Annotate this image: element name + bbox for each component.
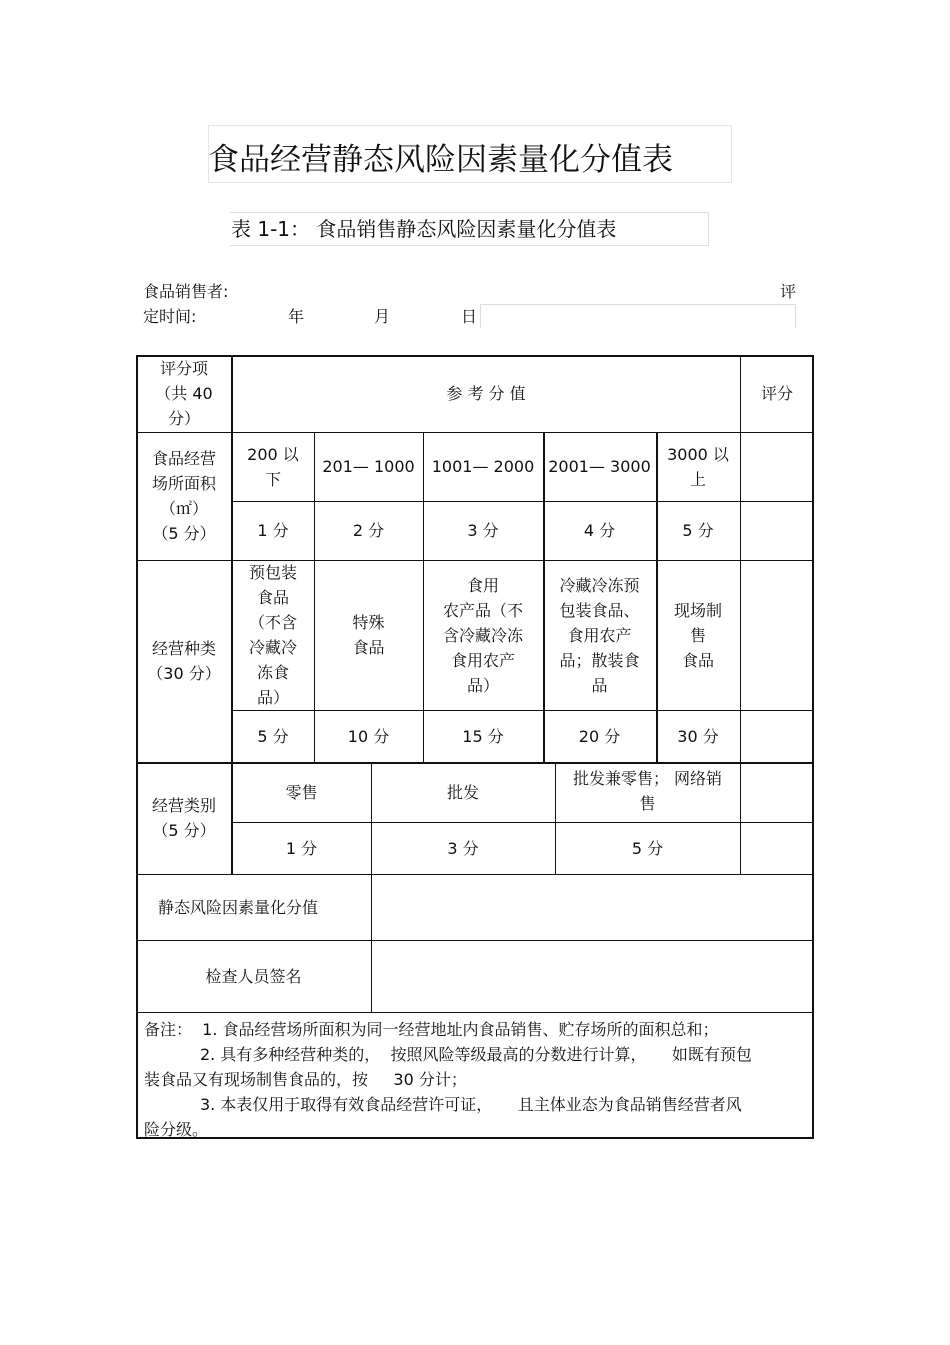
type-item-wholesale: 批发 [446,782,479,802]
area-points-3: 3 分 [467,521,499,540]
header-item-cell: 评分项 （共 40 分） [155,359,213,428]
area-points-2: 2 分 [352,521,385,540]
page-title: 食品经营静态风险因素量化分值表 [208,142,673,178]
eval-label-part2: 定时间: [143,307,197,326]
area-points-4: 4 分 [583,521,616,540]
inspector-label: 检查人员签名 [205,966,302,986]
area-range-2: 201— 1000 [322,457,415,476]
note-line-2: 2. 具有多种经营种类的， 按照风险等级最高的分数进行计算， 如既有预包 [144,1045,752,1064]
area-range-5: 3000 以 上 [667,444,729,489]
type-points-1: 1 分 [285,838,318,858]
category-points-2: 10 分 [347,726,390,746]
type-points-2: 3 分 [447,838,479,858]
year-label: 年 [288,307,305,326]
eval-label-part1: 评 [780,282,797,301]
type-item-mixed: 批发兼零售； 网络销 售 [572,769,723,813]
table-subtitle: 表 1-1： 食品销售静态风险因素量化分值表 [231,217,617,241]
area-range-1: 200 以 下 [247,444,299,489]
header-score-cell: 评分 [760,384,793,403]
seller-label: 食品销售者: [143,282,229,301]
month-label: 月 [374,307,391,326]
static-value-label: 静态风险因素量化分值 [158,897,319,917]
category-label-cell: 经营种类 （30 分） [147,639,221,683]
category-item-5: 现场制 售 食品 [673,600,722,670]
inspector-signature-field[interactable] [371,940,814,1012]
category-points-1: 5 分 [257,726,289,746]
category-item-2: 特殊 食品 [352,613,385,657]
header-reference-cell: 参 考 分 值 [446,384,526,403]
category-points-4: 20 分 [578,726,621,746]
category-points-5: 30 分 [677,726,719,746]
type-label-cell: 经营类别 （5 分） [151,796,216,840]
note-line-4: 3. 本表仅用于取得有效食品经营许可证， 且主体业态为食品销售经营者风 [144,1095,742,1114]
type-item-retail: 零售 [285,782,318,802]
area-points-1: 1 分 [257,521,289,540]
area-points-5: 5 分 [682,521,714,540]
category-item-1: 预包装 食品 （不含 冷藏冷 冻食 品） [248,563,297,707]
category-item-3: 食用 农产品（不 含冷藏冷冻 食用农产 品） [442,575,523,695]
category-points-3: 15 分 [462,726,504,746]
static-value-field[interactable] [371,874,814,940]
category-item-4: 冷藏冷冻预 包装食品、 食用农产 品；散装食 品 [559,575,640,695]
seller-fill-line [480,304,796,328]
area-label-cell: 食品经营 场所面积 （㎡） （5 分） [151,449,216,543]
area-range-3: 1001— 2000 [431,457,535,476]
note-line-3: 装食品又有现场制售食品的，按 30 分计； [144,1070,467,1089]
note-line-1: 备注： 1. 食品经营场所面积为同一经营地址内食品销售、贮存场所的面积总和； [144,1020,719,1039]
note-line-5: 险分级。 [144,1120,209,1139]
notes-block [144,1017,806,1142]
type-points-3: 5 分 [631,838,664,858]
area-range-4: 2001— 3000 [548,457,651,476]
day-label: 日 [461,307,478,326]
risk-score-table [136,355,814,1139]
